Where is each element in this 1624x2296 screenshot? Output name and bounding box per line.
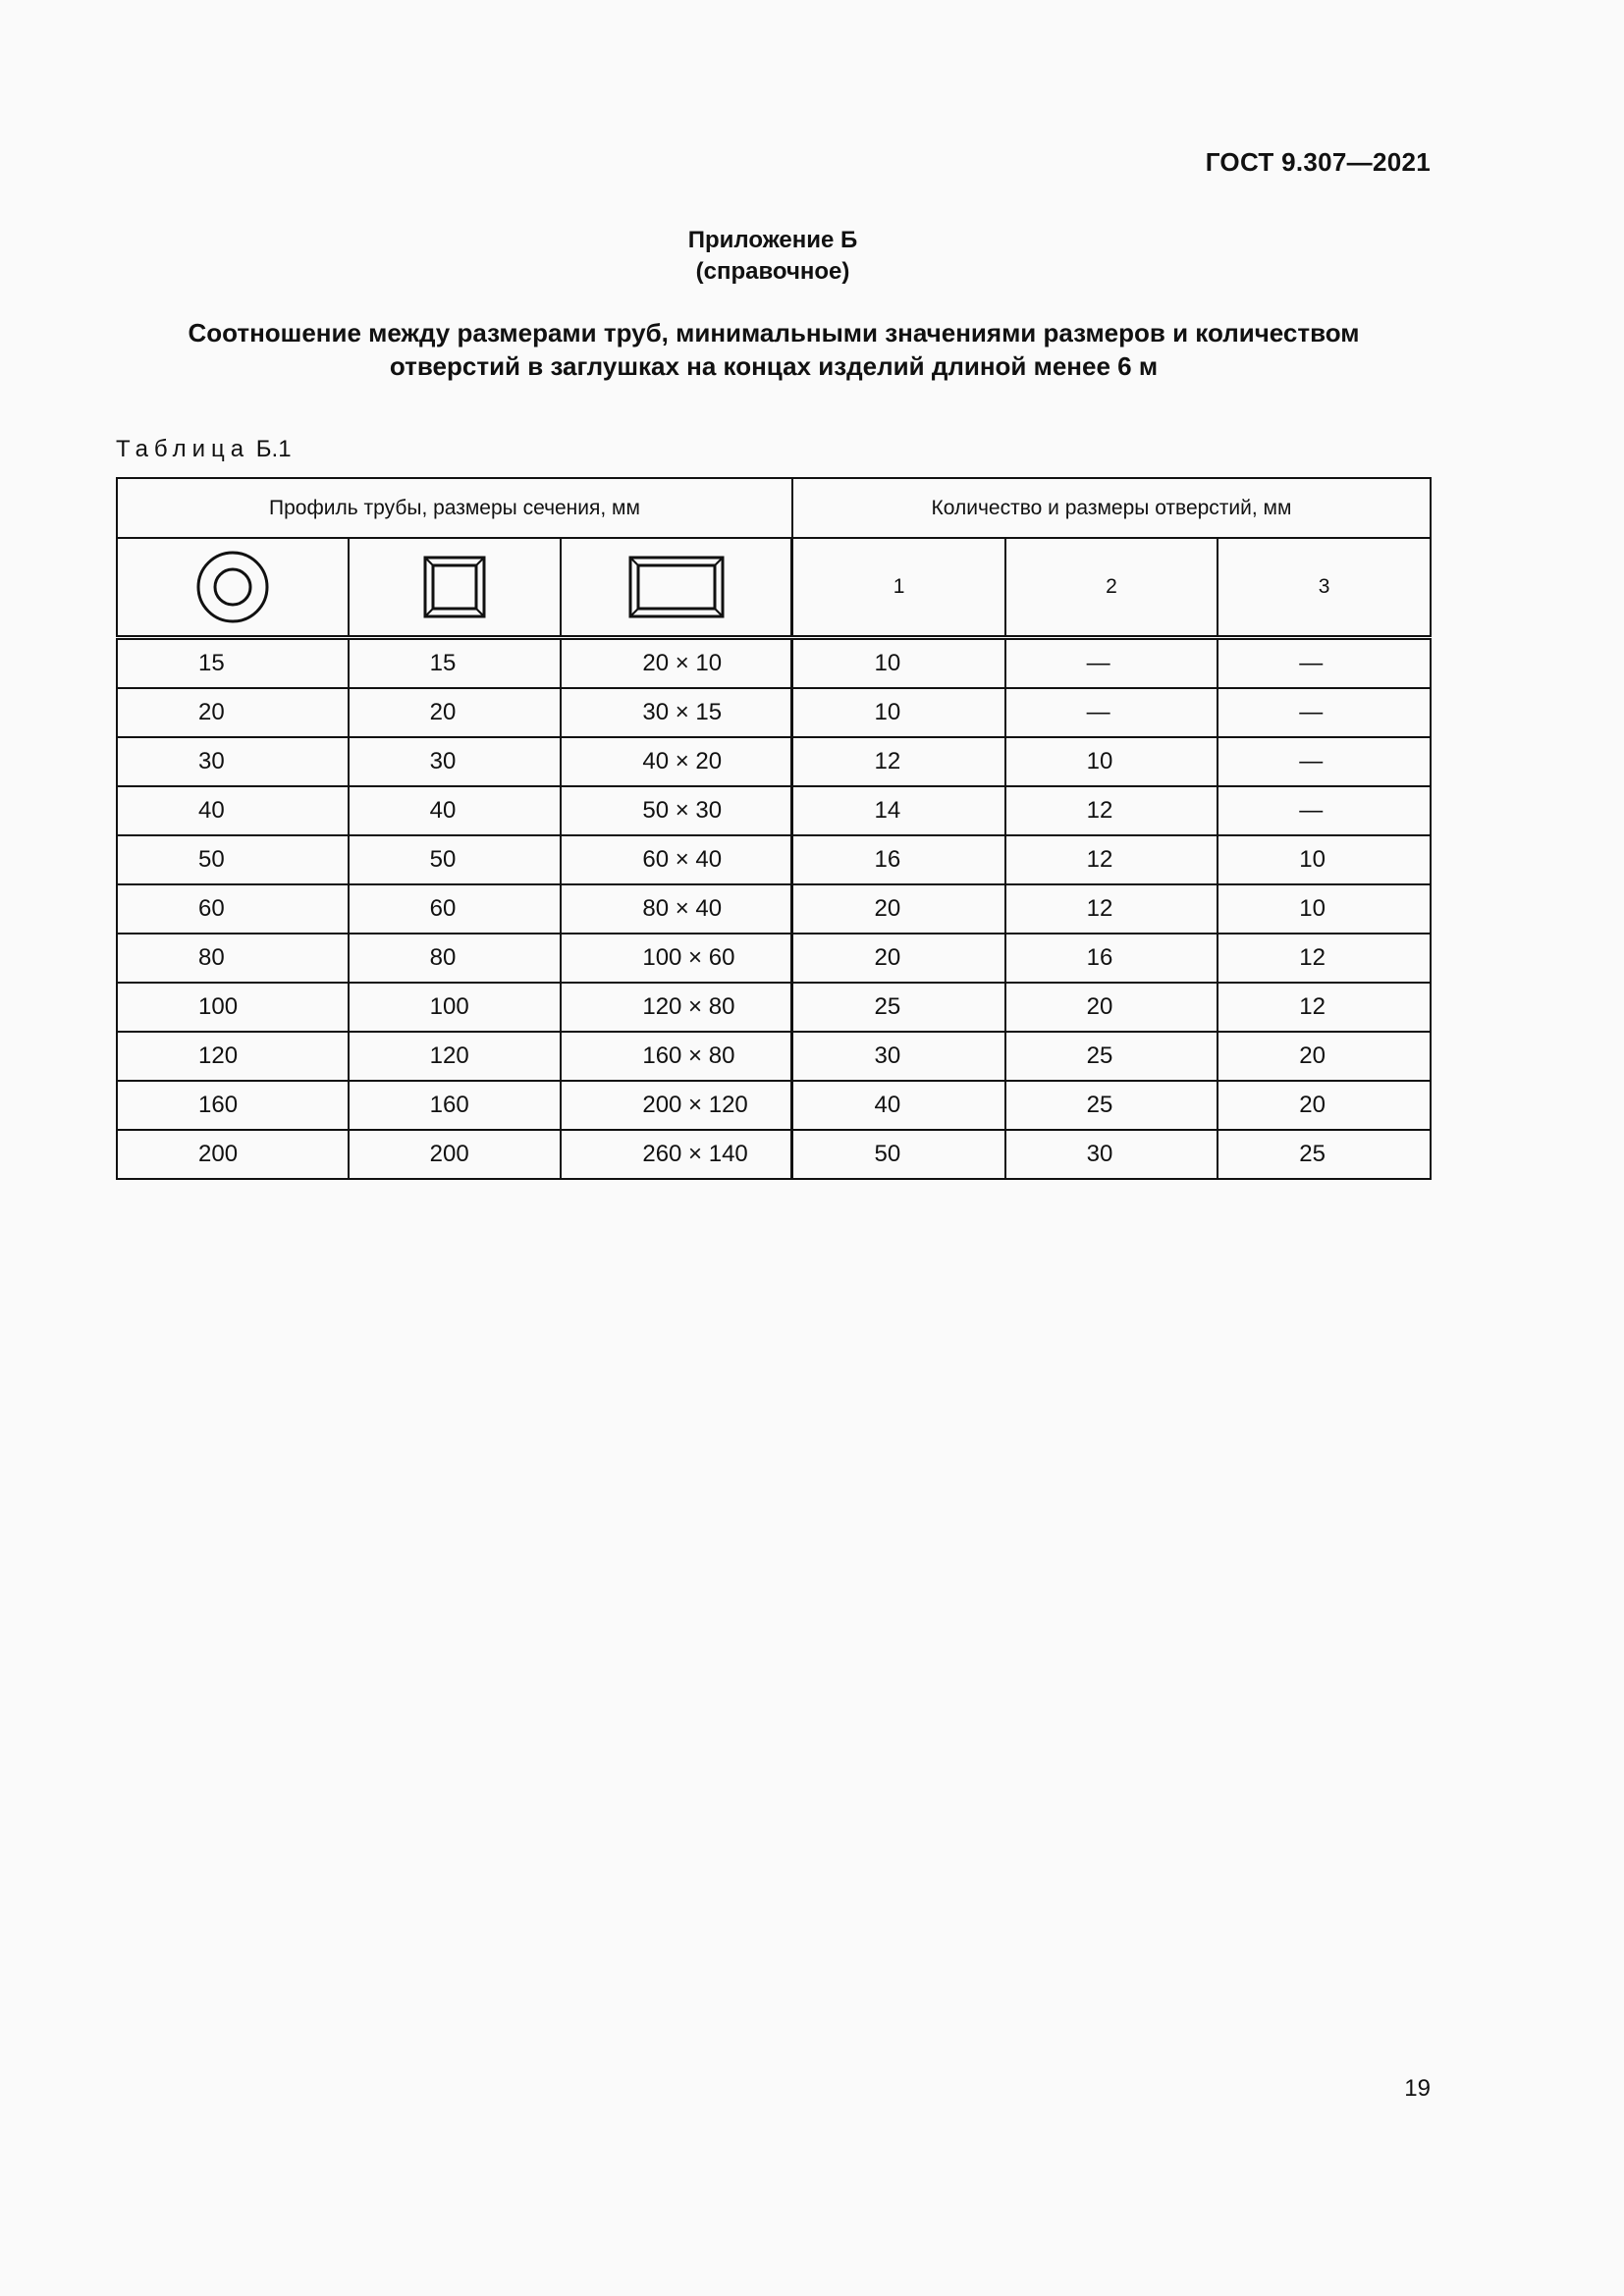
table-cell: 50 <box>349 835 562 884</box>
table-cell: 200 × 120 <box>561 1081 792 1130</box>
table-label <box>116 436 292 463</box>
table-cell: 15 <box>349 638 562 689</box>
table-cell: — <box>1218 737 1431 786</box>
table-cell: 12 <box>1218 934 1431 983</box>
appendix-subtitle: (справочное) <box>695 258 850 285</box>
table-cell: 12 <box>1218 983 1431 1032</box>
rectangular-tube-profile-icon <box>561 538 792 638</box>
table-cell: 10 <box>1218 835 1431 884</box>
table-cell: — <box>1218 786 1431 835</box>
table-cell: — <box>1005 688 1218 737</box>
table-cell: 12 <box>1005 884 1218 934</box>
table-cell: 260 × 140 <box>561 1130 792 1179</box>
table-row <box>117 1081 1431 1130</box>
table-cell: 10 <box>1218 884 1431 934</box>
table-cell: 200 <box>117 1130 349 1179</box>
table-cell: 20 <box>792 884 1005 934</box>
table-cell: 12 <box>1005 786 1218 835</box>
table-row <box>117 688 1431 737</box>
table-cell: 80 <box>117 934 349 983</box>
table-row <box>117 983 1431 1032</box>
section-title <box>116 316 1432 383</box>
table-label-number: Б.1 <box>255 436 292 462</box>
holes-group-header: Количество и размеры отверстий, мм <box>792 478 1431 538</box>
table-cell: 25 <box>1005 1032 1218 1081</box>
table-cell: 15 <box>117 638 349 689</box>
table-cell: 20 <box>792 934 1005 983</box>
table-cell: 30 <box>1005 1130 1218 1179</box>
table-cell: 14 <box>792 786 1005 835</box>
table-cell: 60 <box>349 884 562 934</box>
table-group-header-row <box>117 478 1431 538</box>
table-cell: 200 <box>349 1130 562 1179</box>
data-table <box>116 477 1432 1180</box>
section-title-line-2: отверстий в заглушках на концах изделий длиной менее 6 м <box>389 351 1159 381</box>
table-cell: 50 × 30 <box>561 786 792 835</box>
table-cell: 40 <box>792 1081 1005 1130</box>
table-cell: 20 <box>117 688 349 737</box>
appendix-title: Приложение Б <box>687 227 858 253</box>
table-cell: 50 <box>117 835 349 884</box>
table-cell: 160 <box>349 1081 562 1130</box>
table-row <box>117 835 1431 884</box>
table-row <box>117 737 1431 786</box>
table-cell: 40 <box>349 786 562 835</box>
table-cell: 30 <box>349 737 562 786</box>
table-cell: 50 <box>792 1130 1005 1179</box>
table-subheader-row <box>117 538 1431 638</box>
table-cell: 20 <box>1005 983 1218 1032</box>
table-cell: 120 × 80 <box>561 983 792 1032</box>
table-row <box>117 934 1431 983</box>
table-cell: 25 <box>792 983 1005 1032</box>
table-cell: 120 <box>349 1032 562 1081</box>
table-row <box>117 884 1431 934</box>
table-cell: 12 <box>1005 835 1218 884</box>
profile-group-header: Профиль трубы, размеры сечения, мм <box>117 478 792 538</box>
hole-column-3-header: 3 <box>1218 538 1431 638</box>
square-tube-profile-icon <box>349 538 562 638</box>
table-cell: 160 <box>117 1081 349 1130</box>
document-code: ГОСТ 9.307—2021 <box>1205 147 1431 177</box>
table-cell: 10 <box>1005 737 1218 786</box>
hole-column-1-header: 1 <box>792 538 1005 638</box>
page-number: 19 <box>1404 2075 1431 2102</box>
table-cell: 20 <box>349 688 562 737</box>
table-cell: 40 × 20 <box>561 737 792 786</box>
table-cell: 120 <box>117 1032 349 1081</box>
table-row <box>117 1130 1431 1179</box>
table-cell: 60 × 40 <box>561 835 792 884</box>
table-cell: 10 <box>792 638 1005 689</box>
table-cell: 20 × 10 <box>561 638 792 689</box>
table-cell: 25 <box>1005 1081 1218 1130</box>
appendix-heading <box>0 225 1545 288</box>
table-cell: — <box>1218 638 1431 689</box>
table-row <box>117 638 1431 689</box>
table-cell: 12 <box>792 737 1005 786</box>
table-row <box>117 786 1431 835</box>
table-label-word: Таблица <box>116 436 250 462</box>
table-cell: 30 × 15 <box>561 688 792 737</box>
table-cell: 100 <box>117 983 349 1032</box>
table-cell: 160 × 80 <box>561 1032 792 1081</box>
table-cell: 20 <box>1218 1032 1431 1081</box>
hole-column-2-header: 2 <box>1005 538 1218 638</box>
round-tube-profile-icon <box>117 538 349 638</box>
table-cell: 40 <box>117 786 349 835</box>
table-cell: — <box>1005 638 1218 689</box>
section-title-line-1: Соотношение между размерами труб, минимальными значениями размеров и количеством <box>188 318 1360 347</box>
table-cell: 100 × 60 <box>561 934 792 983</box>
table-cell: 16 <box>1005 934 1218 983</box>
table-cell: 60 <box>117 884 349 934</box>
table-cell: 25 <box>1218 1130 1431 1179</box>
table-cell: 80 × 40 <box>561 884 792 934</box>
table-cell: 16 <box>792 835 1005 884</box>
table-cell: 30 <box>117 737 349 786</box>
table-cell: 20 <box>1218 1081 1431 1130</box>
table-cell: 10 <box>792 688 1005 737</box>
table-cell: 80 <box>349 934 562 983</box>
table-cell: — <box>1218 688 1431 737</box>
table-cell: 100 <box>349 983 562 1032</box>
table-cell: 30 <box>792 1032 1005 1081</box>
table-row <box>117 1032 1431 1081</box>
